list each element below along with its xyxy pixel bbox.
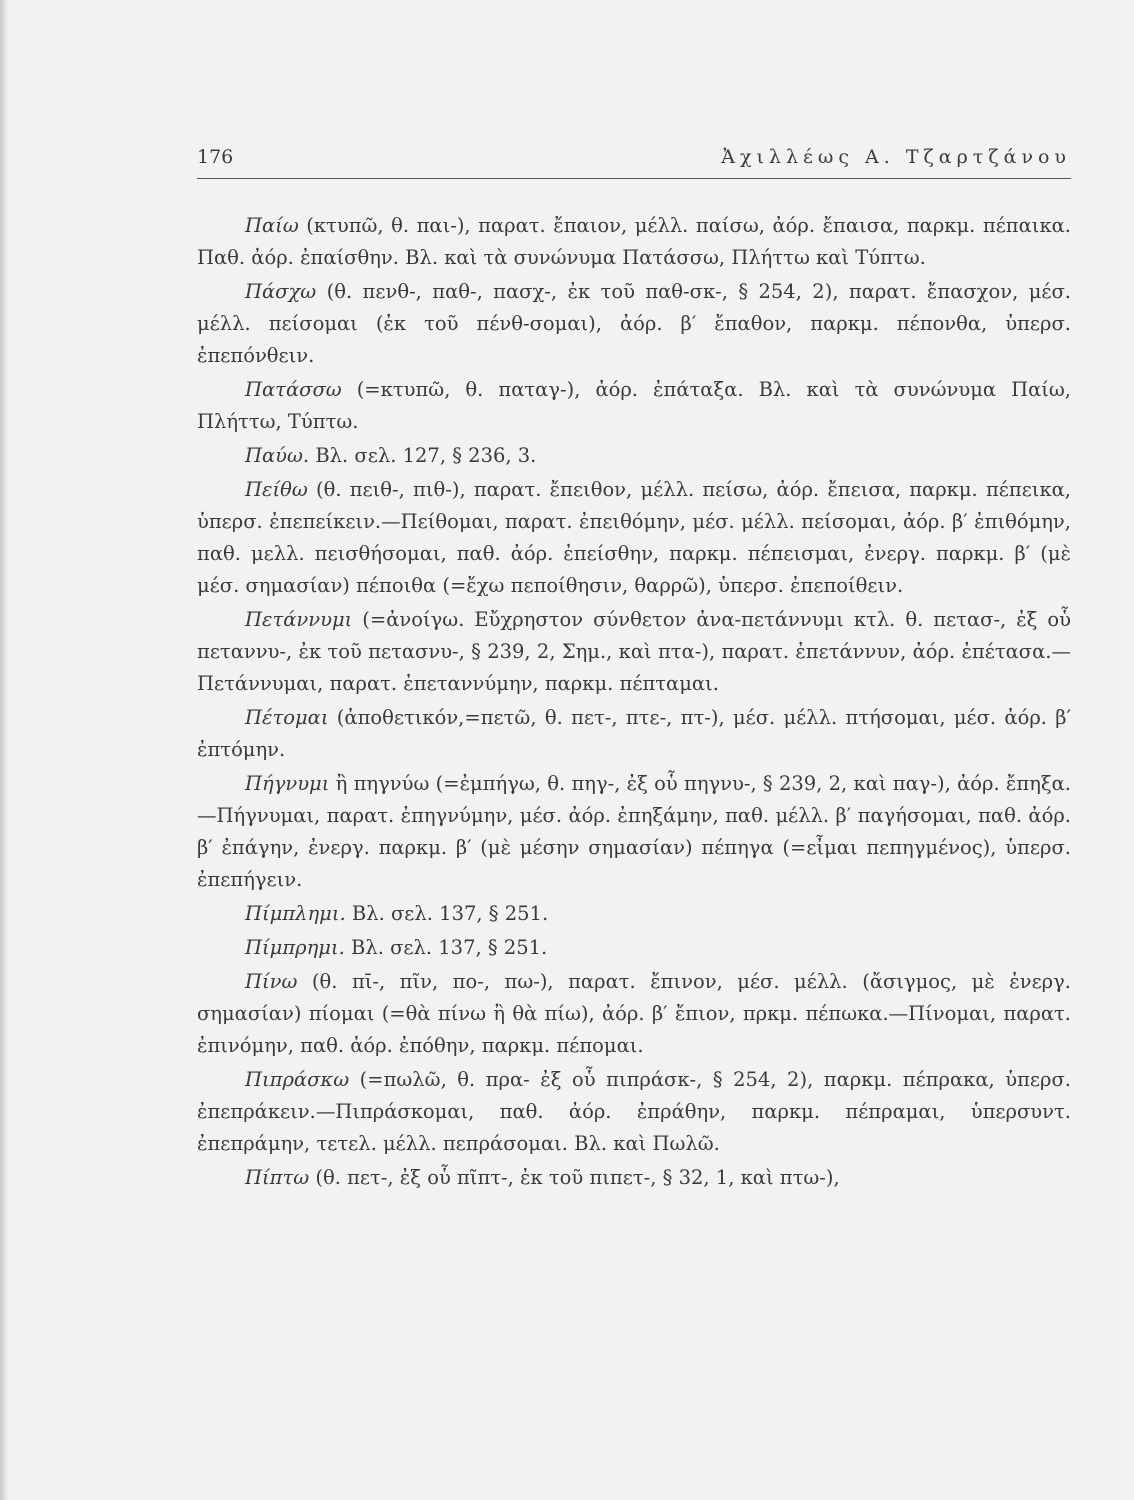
entry-pascho xyxy=(197,276,1071,372)
entry-text: (ἀποθετικόν,=πετῶ, θ. πετ-, πτε-, πτ-), μέσ. μέλλ. πτήσομαι, μέσ. ἀόρ. β′ ἐπτόμην. xyxy=(197,706,1072,761)
entry-text: (=πωλῶ, θ. πρα- ἐξ οὗ πιπράσκ-, § 254, 2), παρκμ. πέπρακα, ὑπερσ. ἐπεπράκειν.—Πιπράσκομαι, παθ. ἀόρ. ἐπράθην, παρκμ. πέπραμαι, ὑπερσυντ. ἐπεπράμην, τετελ. μέλλ. πεπράσομαι. Βλ. καὶ Πωλῶ. xyxy=(197,1068,1071,1155)
running-title-author: Ἀχιλλέως Α. Τζαρτζάνου xyxy=(721,146,1071,168)
entry-pauo xyxy=(197,440,1071,472)
headword: Πίπτω xyxy=(245,1166,310,1189)
entry-paio xyxy=(197,210,1071,274)
entry-text: ἢ πηγνύω (=ἐμπήγω, θ. πηγ-, ἐξ οὗ πηγνυ-, § 239, 2, καὶ παγ-), ἀόρ. ἔπηξα.—Πήγνυμαι, παρατ. ἐπηγνύμην, μέσ. ἀόρ. ἐπηξάμην, παθ. μέλλ. β′ παγήσομαι, παθ. ἀόρ. β′ ἐπάγην, ἐνεργ. παρκμ. β′ (μὲ μέσην σημασίαν) πέπηγα (=εἶμαι πεπηγμένος), ὑπερσ. ἐπεπήγειν. xyxy=(197,772,1071,891)
entry-patasso xyxy=(197,374,1071,438)
entry-text: (θ. πετ-, ἐξ οὗ πῖπτ-, ἐκ τοῦ πιπετ-, § 32, 1, καὶ πτω-), xyxy=(315,1166,840,1189)
entry-pimpremi xyxy=(197,932,1071,964)
entry-peitho xyxy=(197,474,1071,602)
entry-pino xyxy=(197,966,1071,1062)
entry-text: Βλ. σελ. 137, § 251. xyxy=(351,902,549,925)
dictionary-body xyxy=(197,210,1071,1196)
headword: Πιπράσκω xyxy=(245,1068,350,1091)
entry-text: (θ. πῑ-, πῖν, πο-, πω-), παρατ. ἔπινον, μέσ. μέλλ. (ἄσιγμος, μὲ ἐνεργ. σημασίαν) πίομαι (=θὰ πίνω ἢ θὰ πίω), ἀόρ. β′ ἔπιον, πρκμ. πέπωκα.—Πίνομαι, παρατ. ἐπινόμην, παθ. ἀόρ. ἐπόθην, παρκμ. πέπομαι. xyxy=(197,970,1071,1057)
entry-piprasko xyxy=(197,1064,1071,1160)
page-edge-shadow xyxy=(0,0,8,1500)
entry-pegnymi xyxy=(197,768,1071,896)
entry-pipto xyxy=(197,1162,1071,1194)
headword: Παύω. xyxy=(245,444,310,467)
headword: Πήγνυμι xyxy=(245,772,330,795)
header-rule xyxy=(197,178,1071,179)
headword: Πετάννυμι xyxy=(245,608,353,631)
headword: Πίμπλημι. xyxy=(245,902,346,925)
entry-petannymi xyxy=(197,604,1071,700)
headword: Πίμπρημι. xyxy=(245,936,345,959)
entry-text: (θ. πενθ-, παθ-, πασχ-, ἐκ τοῦ παθ-σκ-, § 254, 2), παρατ. ἔπασχον, μέσ. μέλλ. πείσομαι (ἐκ τοῦ πένθ-σομαι), ἀόρ. β′ ἔπαθον, παρκμ. πέπονθα, ὑπερσ. ἐπεπόνθειν. xyxy=(197,280,1071,367)
entry-text: (θ. πειθ-, πιθ-), παρατ. ἔπειθον, μέλλ. πείσω, ἀόρ. ἔπεισα, παρκμ. πέπεικα, ὑπερσ. ἐπεπείκειν.—Πείθομαι, παρατ. ἐπειθόμην, μέσ. μέλλ. πείσομαι, ἀόρ. β′ ἐπιθόμην, παθ. μελλ. πεισθήσομαι, παθ. ἀόρ. ἐπείσθην, παρκμ. πέπεισμαι, ἐνεργ. παρκμ. β′ (μὲ μέσ. σημασίαν) πέποιθα (=ἔχω πεποίθησιν, θαρρῶ), ὑπερσ. ἐπεποίθειν. xyxy=(197,478,1071,597)
headword: Παίω xyxy=(245,214,299,237)
running-header xyxy=(197,146,1071,176)
entry-text: (=κτυπῶ, θ. παταγ-), ἀόρ. ἐπάταξα. Βλ. καὶ τὰ συνώνυμα Παίω, Πλήττω, Τύπτω. xyxy=(197,378,1071,433)
entry-text: (=ἀνοίγω. Εὔχρηστον σύνθετον ἀνα-πετάννυμι κτλ. θ. πετασ-, ἐξ οὗ πεταννυ-, ἐκ τοῦ πετασνυ-, § 239, 2, Σημ., καὶ πτα-), παρατ. ἐπετάννυν, ἀόρ. ἐπέτασα.—Πετάννυμαι, παρατ. ἐπεταννύμην, παρκμ. πέπταμαι. xyxy=(197,608,1071,695)
headword: Πατάσσω xyxy=(245,378,342,401)
headword: Πίνω xyxy=(245,970,298,993)
entry-pimplemi xyxy=(197,898,1071,930)
entry-text: Βλ. σελ. 137, § 251. xyxy=(351,936,548,959)
entry-petomai xyxy=(197,702,1071,766)
headword: Πείθω xyxy=(245,478,308,501)
headword: Πέτομαι xyxy=(245,706,329,729)
headword: Πάσχω xyxy=(245,280,317,303)
page-number: 176 xyxy=(197,146,234,168)
entry-text: (κτυπῶ, θ. παι-), παρατ. ἔπαιον, μέλλ. παίσω, ἀόρ. ἔπαισα, παρκμ. πέπαικα. Παθ. ἀόρ. ἐπαίσθην. Βλ. καὶ τὰ συνώνυμα Πατάσσω, Πλήττω καὶ Τύπτω. xyxy=(197,214,1071,269)
entry-text: Βλ. σελ. 127, § 236, 3. xyxy=(315,444,537,467)
